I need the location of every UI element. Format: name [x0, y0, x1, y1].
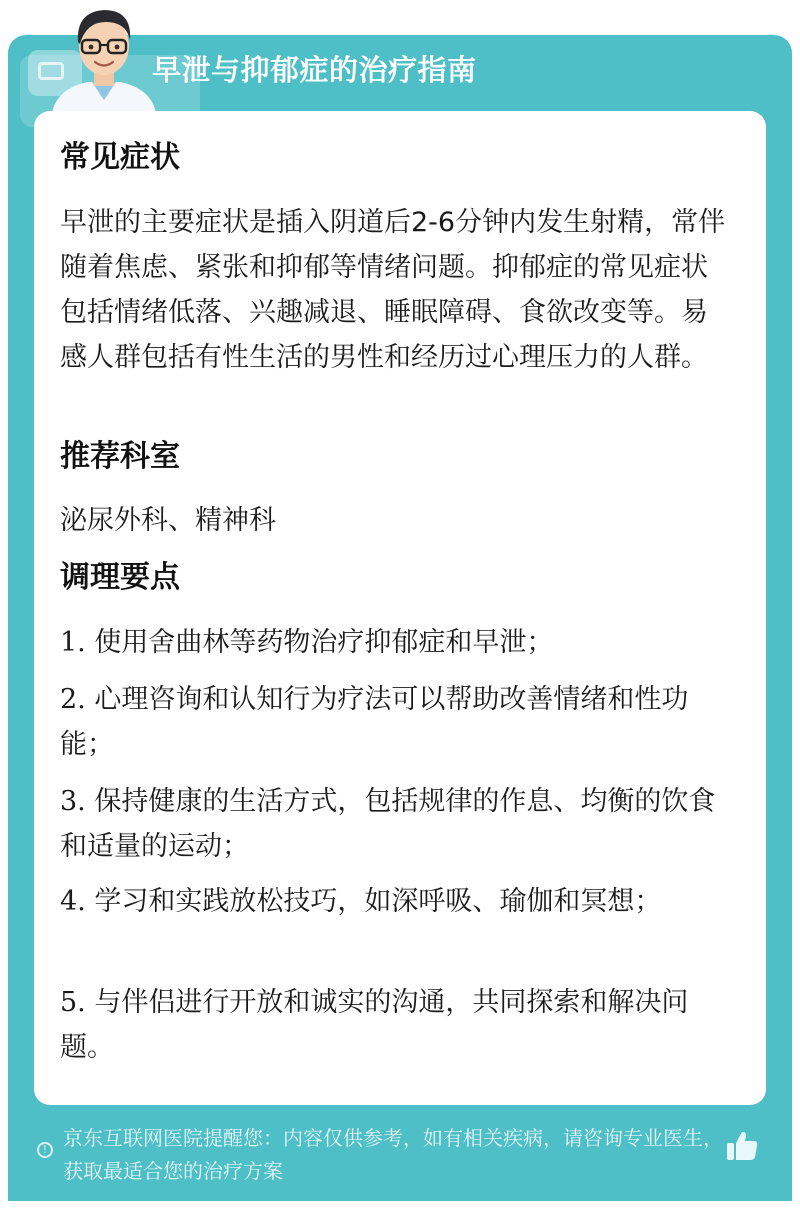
- list-item-text: 学习和实践放松技巧，如深呼吸、瑜伽和冥想；: [94, 886, 662, 917]
- list-item: [60, 779, 728, 869]
- thumbs-up-icon[interactable]: [724, 1128, 760, 1164]
- list-item-number: 2.: [60, 684, 86, 715]
- list-item-number: 5.: [60, 987, 86, 1018]
- list-item-text: 与伴侣进行开放和诚实的沟通，共同探索和解决问题。: [60, 987, 689, 1063]
- symptoms-heading: 常见症状: [60, 140, 180, 175]
- list-item-number: 3.: [60, 786, 86, 817]
- departments-text: 泌尿外科、精神科: [60, 505, 276, 536]
- list-item: [60, 879, 728, 924]
- symptoms-text: 早泄的主要症状是插入阴道后2-6分钟内发生射精，常伴随着焦虑、紧张和抑郁等情绪问题。抑郁症的常见症状包括情绪低落、兴趣减退、睡眠障碍、食欲改变等。易感人群包括有性生活的男性和经历过心理压力的人群。: [60, 207, 726, 373]
- page-title: 早泄与抑郁症的治疗指南: [152, 53, 477, 87]
- doctor-avatar: [40, 0, 168, 112]
- list-item-text: 心理咨询和认知行为疗法可以帮助改善情绪和性功能；: [60, 684, 689, 760]
- list-item-number: 4.: [60, 886, 86, 917]
- list-item: [60, 677, 728, 767]
- care-heading: 调理要点: [60, 560, 180, 595]
- list-item-text: 使用舍曲林等药物治疗抑郁症和早泄；: [94, 627, 554, 658]
- footer-disclaimer: 京东互联网医院提醒您：内容仅供参考，如有相关疾病，请咨询专业医生，获取最适合您的治疗方案: [63, 1126, 723, 1183]
- info-icon: !: [37, 1142, 53, 1158]
- list-item: [60, 980, 728, 1070]
- list-item-text: 保持健康的生活方式，包括规律的作息、均衡的饮食和适量的运动；: [60, 786, 716, 862]
- list-item: [60, 620, 728, 665]
- departments-heading: 推荐科室: [60, 439, 180, 474]
- list-item-number: 1.: [60, 627, 86, 658]
